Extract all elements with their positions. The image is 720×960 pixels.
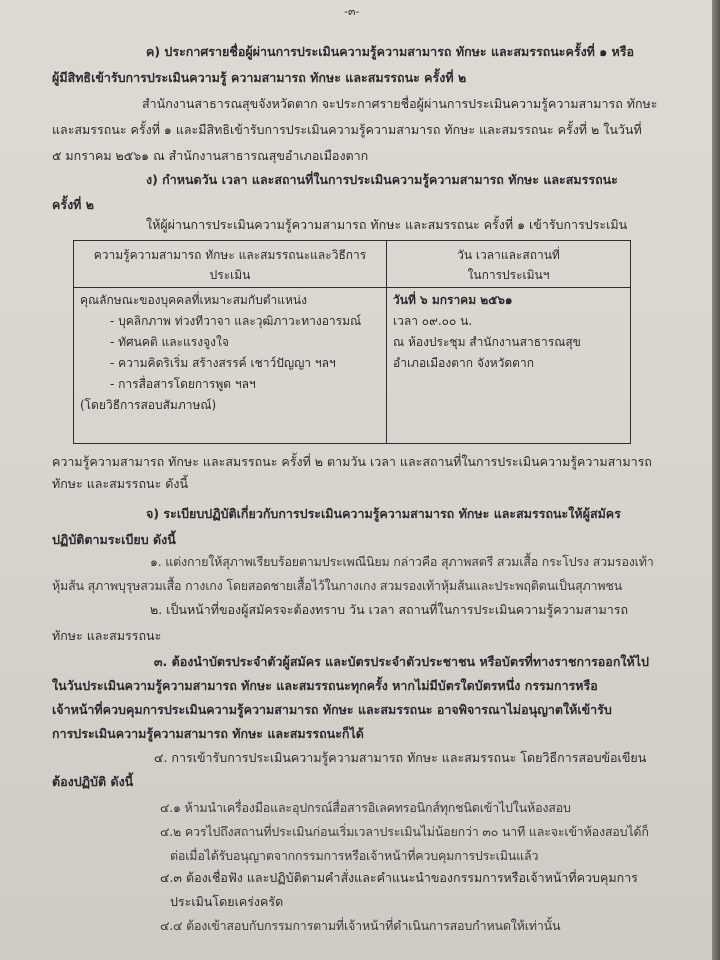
rule-item-4: ๔. การเข้ารับการประเมินความรู้ความสามารถ ทักษะ และสมรรถนะ โดยวิธีการสอบข้อเขียน	[154, 750, 647, 765]
table-header-schedule	[387, 241, 631, 288]
after-table-line: ความรู้ความสามารถ ทักษะ และสมรรถนะ ครั้งที่ ๒ ตามวัน เวลา และสถานที่ในการประเมินความรู้ความสามารถ	[52, 454, 652, 469]
rule-item-2-cont: ทักษะ และสมรรถนะ	[52, 628, 162, 643]
table-cell-criteria	[74, 288, 387, 444]
criteria-line: คุณลักษณะของบุคคลที่เหมาะสมกับตำแหน่ง	[80, 293, 307, 307]
after-table-line: ทักษะ และสมรรถนะ ดังนี้	[52, 476, 189, 491]
rule-subitem-4-2-cont: ต่อเมื่อได้รับอนุญาตจากกรรมการหรือเจ้าหน้าที่ควบคุมการประเมินแล้ว	[170, 848, 539, 863]
criteria-bullet: - ทัศนคติ และแรงจูงใจ	[110, 335, 229, 349]
section-c-heading: ค) ประกาศรายชื่อผู้ผ่านการประเมินความรู้ความสามารถ ทักษะ และสมรรถนะครั้งที่ ๑ หรือ	[146, 44, 635, 59]
table-header-criteria	[74, 241, 387, 288]
section-c-para-line: และสมรรถนะ ครั้งที่ ๑ และมีสิทธิเข้ารับการประเมินความรู้ความสามารถ ทักษะ และสมรรถนะ ครั้งที่ ๒ ในวันที่	[52, 122, 642, 137]
rule-item-1-cont: หุ้มส้น สุภาพบุรุษสวมเสื้อ กางเกง โดยสอดชายเสื้อไว้ในกางเกง สวมรองเท้าหุ้มส้นและประพฤติตนเป็นสุภาพชน	[52, 578, 623, 593]
criteria-bullet: - บุคลิกภาพ ท่วงทีวาจา และวุฒิภาวะทางอารมณ์	[110, 314, 362, 328]
criteria-bullet: - การสื่อสารโดยการพูด ฯลฯ	[110, 377, 256, 391]
assessment-schedule-table	[73, 240, 631, 444]
page-edge-shadow	[712, 0, 720, 960]
schedule-time: เวลา ๐๙.๐๐ น.	[393, 314, 473, 328]
section-d-heading-cont: ครั้งที่ ๒	[52, 197, 95, 212]
header-text: ประเมิน	[209, 268, 251, 282]
rule-subitem-4-4: ๔.๔ ต้องเข้าสอบกับกรรมการตามที่เจ้าหน้าที่ดำเนินการสอบกำหนดให้เท่านั้น	[160, 918, 561, 933]
section-e-heading-cont: ปฏิบัติตามระเบียบ ดังนี้	[52, 532, 176, 547]
rule-subitem-4-2: ๔.๒ ควรไปถึงสถานที่ประเมินก่อนเริ่มเวลาประเมินไม่น้อยกว่า ๓๐ นาที และจะเข้าห้องสอบได้ก็	[160, 824, 649, 839]
schedule-place: ณ ห้องประชุม สำนักงานสาธารณสุข	[393, 335, 581, 349]
section-c-para-line: สำนักงานสาธารณสุขจังหวัดตาก จะประกาศรายชื่อผู้ผ่านการประเมินความรู้ความสามารถ ทักษะ	[142, 96, 658, 111]
header-text: วัน เวลาและสถานที่	[457, 248, 560, 262]
rule-subitem-4-3: ๔.๓ ต้องเชื่อฟัง และปฏิบัติตามคำสั่งและคำแนะนำของกรรมการหรือเจ้าหน้าที่ควบคุมการ	[160, 870, 638, 885]
section-c-para-line: ๕ มกราคม ๒๕๖๑ ณ สำนักงานสาธารณสุขอำเภอเมืองตาก	[52, 148, 369, 163]
rule-item-4-cont: ต้องปฏิบัติ ดังนี้	[52, 774, 134, 789]
rule-subitem-4-3-cont: ประเมินโดยเคร่งครัด	[170, 894, 284, 909]
rule-item-2: ๒. เป็นหน้าที่ของผู้สมัครจะต้องทราบ วัน เวลา สถานที่ในการประเมินความรู้ความสามารถ	[150, 602, 629, 617]
header-text: ความรู้ความสามารถ ทักษะ และสมรรถนะและวิธีการ	[93, 248, 367, 262]
criteria-bullet: - ความคิดริเริ่ม สร้างสรรค์ เชาว์ปัญญา ฯลฯ	[110, 356, 336, 370]
schedule-place: อำเภอเมืองตาก จังหวัดตาก	[393, 356, 534, 370]
page-number: -๓-	[344, 5, 360, 18]
table-cell-schedule	[387, 288, 631, 444]
rule-item-3: ๓. ต้องนำบัตรประจำตัวผู้สมัคร และบัตรประจำตัวประชาชน หรือบัตรที่ทางราชการออกให้ไป	[154, 654, 649, 669]
section-d-intro: ให้ผู้ผ่านการประเมินความรู้ความสามารถ ทักษะ และสมรรถนะ ครั้งที่ ๑ เข้ารับการประเมิน	[146, 217, 628, 232]
header-text: ในการประเมินฯ	[467, 268, 550, 282]
criteria-method: (โดยวิธีการสอบสัมภาษณ์)	[80, 398, 217, 412]
section-e-heading: จ) ระเบียบปฏิบัติเกี่ยวกับการประเมินความรู้ความสามารถ ทักษะ และสมรรถนะให้ผู้สมัคร	[146, 506, 621, 521]
schedule-date: วันที่ ๖ มกราคม ๒๕๖๑	[393, 293, 513, 307]
rule-item-3-cont: การประเมินความรู้ความสามารถ ทักษะ และสมรรถนะก็ได้	[52, 726, 364, 741]
section-c-heading-cont: ผู้มีสิทธิเข้ารับการประเมินความรู้ ความสามารถ ทักษะ และสมรรถนะ ครั้งที่ ๒	[52, 70, 467, 85]
rule-item-3-cont: เจ้าหน้าที่ควบคุมการประเมินความรู้ความสามารถ ทักษะ และสมรรถนะ อาจพิจารณาไม่อนุญาตให้เข้ารับ	[52, 702, 612, 717]
section-d-heading: ง) กำหนดวัน เวลา และสถานที่ในการประเมินความรู้ความสามารถ ทักษะ และสมรรถนะ	[146, 172, 618, 187]
rule-item-3-cont: ในวันประเมินความรู้ความสามารถ ทักษะ และสมรรถนะทุกครั้ง หากไม่มีบัตรใดบัตรหนึ่ง กรรมการหรือ	[52, 678, 598, 693]
rule-item-1: ๑. แต่งกายให้สุภาพเรียบร้อยตามประเพณีนิยม กล่าวคือ สุภาพสตรี สวมเสื้อ กระโปรง สวมรองเท้า	[150, 554, 654, 569]
rule-subitem-4-1: ๔.๑ ห้ามนำเครื่องมือและอุปกรณ์สื่อสารอิเลคทรอนิกส์ทุกชนิดเข้าไปในห้องสอบ	[160, 800, 571, 815]
